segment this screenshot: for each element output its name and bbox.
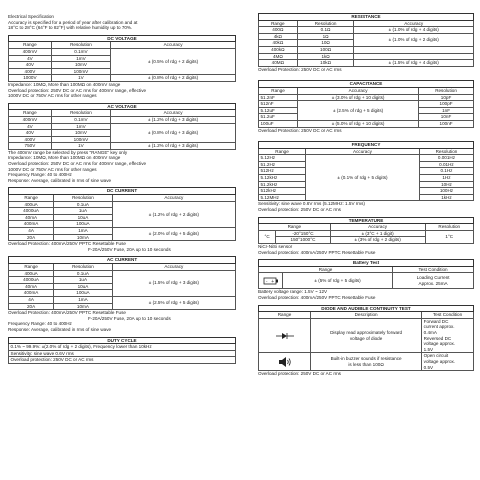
condition-line: Open circuit (423, 353, 449, 359)
cell: 40MΩ (259, 60, 298, 67)
cell: ± (1.2% of rdg + 3 digits) (111, 116, 236, 123)
cell: 40mA (9, 214, 54, 221)
note: Overload Protection: 400mA/250V PPTC Resettable Fuse (8, 241, 126, 247)
cell: -20°150°C (276, 230, 330, 237)
cell: ± (3% of rdg + 2 digits) (330, 237, 425, 244)
cell: 1kΩ (297, 53, 354, 60)
cell: 20A (9, 234, 54, 241)
header-description: Description (311, 312, 422, 319)
accuracy-note-2: 18°C to 28°C (64°F to 82°F) with relative humidity up to 70%. (8, 25, 133, 31)
header-range: Range (9, 195, 54, 202)
header-range: Range (259, 148, 306, 155)
note: Overload protection: 250V DC or AC rms for 400mV range, effective (8, 161, 147, 167)
cell: 40mA (9, 283, 54, 290)
cell: 4V (9, 55, 52, 62)
cell: ± (1.5% of rdg + 3 digits) (112, 270, 235, 296)
cell: 0.1Ω (297, 27, 354, 34)
cell: 512kHz (259, 188, 306, 195)
cell: 40kΩ (259, 40, 298, 47)
cell: 400mV (9, 48, 52, 55)
cell: 0.1uA (54, 270, 113, 277)
desc-line: is less than 100Ω (348, 361, 384, 367)
header-resolution: Resolution (297, 20, 354, 27)
header-resolution: Resolution (419, 87, 474, 94)
cell: 10pF (419, 94, 474, 101)
temperature-title: TEMPERATURE (259, 217, 474, 224)
cell: 0.1Hz (419, 168, 473, 175)
cell: 1nF (419, 107, 474, 114)
cell: 51.2Hz (259, 161, 306, 168)
condition-line: 0.5V (423, 364, 434, 370)
condition-line: voltage approx. (423, 358, 456, 364)
cell: 4A (9, 228, 54, 235)
cell: 4kΩ (259, 33, 298, 40)
cell: ± (0.5% of rdg + 2 digits) (111, 48, 236, 74)
header-resolution: Resolution (425, 224, 474, 231)
cell: 4A (9, 296, 54, 303)
capacitance-table (258, 80, 474, 127)
cell: 4MΩ (259, 53, 298, 60)
cell: Sensitivity: sine wave 0.6V rms (9, 350, 236, 357)
note: Overload Protection: 400mA/250V PPTC Resettable Fuse (8, 310, 126, 316)
header-accuracy: Accuracy (306, 148, 420, 155)
cell-condition (393, 273, 474, 289)
header-test-condition: Test Condition (422, 312, 474, 319)
header-test-condition: Test Condition (393, 266, 474, 273)
cell: 1mV (51, 123, 110, 130)
note: Overload protection: 400mA/250V PPTC Resettable Fuse (258, 249, 376, 255)
condition-line: Loading Current (416, 275, 450, 281)
temp-unit: °C (259, 230, 276, 243)
resistance-title: RESISTANCE (259, 14, 474, 21)
header-range: Range (259, 312, 311, 319)
cell: 150°1000°C (276, 237, 330, 244)
cell-condition (422, 353, 474, 371)
condition-line: Forward DC (423, 318, 449, 324)
cell: 10uA (54, 283, 113, 290)
header-range: Range (259, 20, 298, 27)
cell: 400mA (9, 221, 54, 228)
cell: ± (0.8% of rdg + 2 digits) (111, 75, 236, 82)
ac-voltage-title: AC VOLTAGE (9, 103, 236, 110)
cell-condition (422, 318, 474, 353)
cell: 400V (9, 68, 52, 75)
temperature-table (258, 217, 474, 244)
dc-voltage-table (8, 35, 236, 82)
ac-voltage-table (8, 103, 236, 150)
cell: 5.12Hz (259, 155, 306, 162)
cell: Overload protection: 250V DC or AC rms (9, 357, 236, 364)
cell: 51.2kHz (259, 181, 306, 188)
note: 1000V DC or 750V AC rms for other ranges (8, 166, 97, 172)
note: Overload protection: 250V DC or AC rms (258, 207, 341, 213)
cell: 10nF (419, 114, 474, 121)
cell: 5.12uF (259, 107, 298, 114)
ac-current-table (8, 256, 236, 310)
cell: 100uA (54, 290, 113, 297)
cell: ± (1.5% of rdg + 4 digits) (354, 60, 474, 67)
cell: 0.001Hz (419, 155, 473, 162)
cell: 400uA (9, 201, 54, 208)
condition-line: voltage approx. (423, 341, 456, 347)
cell: ± (3.0% of rdg + 10 digits) (298, 94, 419, 101)
diode-table (258, 305, 474, 372)
cell: ± (1.0% of rdg + 4 digits) (354, 27, 474, 34)
battery-icon (259, 273, 283, 289)
note: NiCr-NiSi sensor (258, 244, 293, 249)
cell: 400V (9, 136, 52, 143)
cell: 0.01Hz (419, 161, 473, 168)
note: Frequency Range: 40 to 400Hz (8, 172, 72, 178)
cell: 10kΩ (297, 60, 354, 67)
cell: 100nF (419, 120, 474, 127)
spec-title: Electrical Specification (8, 14, 54, 19)
note: Overload protection: 250V DC or AC rms (258, 371, 341, 377)
cell: 400uA (9, 270, 54, 277)
duty-cycle-table (8, 337, 236, 364)
cell: ± (2.0% of rdg + 5 digits) (112, 228, 235, 241)
cell: 20A (9, 303, 54, 310)
cell: 100Hz (419, 188, 473, 195)
note: F-20A/250V Fuse, 20A up to 10 seconds (88, 246, 171, 252)
cell: 1mA (54, 296, 113, 303)
cell: 0.1mV (51, 48, 110, 55)
cell: 0.1% ~ 99.9%: ±(2.0% of rdg + 2 digits), Frequency lower than 10kHz (9, 344, 236, 351)
header-resolution: Resolution (419, 148, 473, 155)
cell: 1uA (54, 208, 113, 215)
cell: 1V (51, 75, 110, 82)
left-column (8, 14, 236, 364)
header-accuracy: Accuracy (111, 42, 236, 49)
cell: 400mA (9, 290, 54, 297)
header-accuracy: Accuracy (330, 224, 425, 231)
cell: 0.1mV (51, 116, 110, 123)
cell: 1uA (54, 277, 113, 284)
note: 1000V DC or 750V AC rms for other ranges (8, 93, 97, 99)
cell: 4000uA (9, 208, 54, 215)
cell: 1000V (9, 75, 52, 82)
cell: ± (5.0% of rdg + 10 digits) (298, 120, 419, 127)
cell: 1V (51, 143, 110, 150)
cell: 40V (9, 62, 52, 69)
cell: ± (3°C + 1 digit) (330, 230, 425, 237)
cell: 512Hz (259, 168, 306, 175)
buzzer-icon (259, 353, 311, 371)
ac-current-title: AC CURRENT (9, 257, 236, 264)
condition-line: Approx. 25mA (418, 280, 448, 286)
cell: ± (1.2% of rdg + 2 digits) (112, 201, 235, 227)
desc-line: Built-in buzzer sounds if resistance (330, 356, 402, 362)
header-resolution: Resolution (54, 195, 113, 202)
condition-line: Reversed DC (423, 335, 452, 341)
cell: ± (0.8% of rdg + 3 digits) (111, 123, 236, 143)
header-accuracy: Accuracy (111, 110, 236, 117)
svg-text:+: + (270, 278, 274, 284)
cell: 51.2uF (259, 114, 298, 121)
cell: 1mV (51, 55, 110, 62)
dc-voltage-title: DC VOLTAGE (9, 35, 236, 42)
header-accuracy: Accuracy (112, 263, 235, 270)
cell: 10mV (51, 130, 110, 137)
cell: ± (5% of rdg + 5 digits) (283, 273, 393, 289)
dc-current-table (8, 187, 236, 241)
cell: 400mV (9, 116, 52, 123)
note: Impedance: 10MΩ, More than 100MΩ on 400mV range (8, 155, 121, 161)
condition-line: 1.5V (423, 346, 434, 352)
frequency-table (258, 141, 474, 201)
cell: 100uF (259, 120, 298, 127)
header-resolution: Resolution (51, 42, 110, 49)
cell: ± (1.0% of rdg + 2 digits) (354, 33, 474, 46)
note: Impedance: 10MΩ, More than 100MΩ on 400mV range (8, 81, 121, 87)
cell: 1kHz (419, 194, 473, 201)
cell-empty (354, 53, 474, 60)
resistance-table (258, 13, 474, 67)
cell: 10uA (54, 214, 113, 221)
diode-icon (259, 318, 311, 353)
cell: 100mV (51, 68, 110, 75)
cell: 10Ω (297, 40, 354, 47)
desc-line: Display read approximately forward (330, 329, 403, 335)
cell: ± (0.1% of rdg + 5 digits) (306, 155, 420, 201)
note: The 400mV range be selected by press "RANGE" key only (8, 149, 128, 155)
cell: 10mA (54, 234, 113, 241)
cell: 10mA (54, 303, 113, 310)
svg-text:-: - (265, 278, 267, 284)
cell: 1Hz (419, 175, 473, 182)
note: Battery voltage range: 1.5V ~ 12V (258, 289, 328, 295)
cell: 4V (9, 123, 52, 130)
note: Sensitivity: sine wave 0.6V rms (5.12MHz: 1.5V rms) (258, 201, 365, 207)
cell: 100Ω (297, 46, 354, 53)
cell: 100pF (419, 101, 474, 108)
cell: ± (1.2% of rdg + 3 digits) (111, 143, 236, 150)
dc-current-title: DC CURRENT (9, 188, 236, 195)
frequency-title: FREQUENCY (259, 142, 474, 149)
cell: 1Ω (297, 33, 354, 40)
cell-description (311, 318, 422, 353)
cell: 4000uA (9, 277, 54, 284)
diode-title: DIODE AND AUDIBLE CONTINUITY TEST (259, 305, 474, 312)
cell: 0.1uA (54, 201, 113, 208)
note: Overload Protection: 250V DC or AC rms (258, 127, 342, 133)
header-accuracy: Accuracy (298, 87, 419, 94)
cell: 10Hz (419, 181, 473, 188)
note: F-20A/250V Fuse, 20A up to 10 seconds (88, 315, 171, 321)
battery-test-table (258, 259, 474, 289)
cell: 1°C (425, 230, 474, 243)
note: Response: Average, calibrated in rms of sine wave (8, 326, 112, 332)
note: Frequency Range: 40 to 400Hz (8, 321, 72, 327)
header-range: Range (259, 224, 331, 231)
header-accuracy: Accuracy (112, 195, 235, 202)
header-range: Range (259, 266, 393, 273)
battery-test-title: Battery Test (259, 260, 474, 267)
cell: 1mA (54, 228, 113, 235)
cell: 512nF (259, 101, 298, 108)
cell: 51.2nF (259, 94, 298, 101)
cell: ± (2.5% of rdg + 5 digits) (298, 101, 419, 121)
cell: ± (2.5% of rdg + 5 digits) (112, 296, 235, 309)
cell: 10mV (51, 62, 110, 69)
desc-line: voltage of diode (349, 335, 383, 341)
header-range: Range (259, 87, 298, 94)
capacitance-title: CAPACITANCE (259, 81, 474, 88)
cell: 100uA (54, 221, 113, 228)
cell: 40V (9, 130, 52, 137)
cell-description (311, 353, 422, 371)
accuracy-note: Accuracy is specified for a period of year after calibration and at (8, 19, 138, 25)
cell: 750V (9, 143, 52, 150)
duty-cycle-title: DUTY CYCLE (9, 337, 236, 344)
cell-empty (354, 46, 474, 53)
header-range: Range (9, 263, 54, 270)
cell: 5.12kHz (259, 175, 306, 182)
note: Overload protection: 400mA/250V PPTC Resettable Fuse (258, 294, 376, 300)
header-range: Range (9, 110, 52, 117)
note: Overload protection: 250V DC or AC rms for 400mV range, effective (8, 87, 147, 93)
note: Overload Protection: 250V DC or AC rms (258, 66, 342, 72)
header-resolution: Resolution (54, 263, 113, 270)
header-range: Range (9, 42, 52, 49)
header-resolution: Resolution (51, 110, 110, 117)
right-column (258, 13, 474, 377)
cell: 100mV (51, 136, 110, 143)
condition-line: current approx. (423, 324, 455, 330)
cell: 400kΩ (259, 46, 298, 53)
header-accuracy: Accuracy (354, 20, 474, 27)
cell: 5.12MHz (259, 194, 306, 201)
cell: 400Ω (259, 27, 298, 34)
note: Response: Average, calibrated in rms of sine wave (8, 177, 112, 183)
condition-line: 0.4mA (423, 329, 437, 335)
